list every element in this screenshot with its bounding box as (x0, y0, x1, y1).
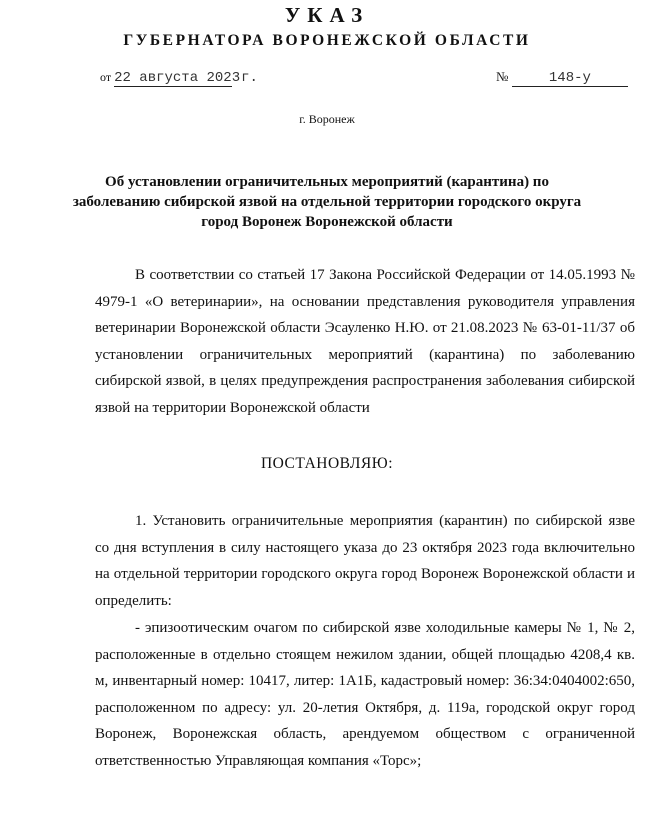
item-1-dash-1-paragraph: - эпизоотическим очагом по сибирской язве холодильные камеры № 1, № 2, расположенные в отдельно стоящем нежилом здании, общей площадью 4208,4 кв. м, инвентарный номер: 10417, литер: 1А1Б, кадастровый номер: 36:34:0404002:650, расположенном по адресу: ул. 20-летия Октября, д. 119а, городской округ город Воронеж, Воронежская область, арендуемом обществом с ограниченной ответственностью Управляющая компания «Торс»; (95, 620, 635, 769)
date-value: 22 августа 2023 (114, 70, 241, 86)
preamble-paragraph: В соответствии со статьей 17 Закона Российской Федерации от 14.05.1993 № 4979-1 «О ветеринарии», на основании представления руководителя управления ветеринарии Воронежской области Эсауленко Н.Ю. от 21.08.2023 № 63-01-11/37 об установлении ограничительных мероприятий (карантина) по заболеванию сибирской язвой, в целях предупреждения распространения заболевания сибирской язвой на территории Воронежской области (95, 267, 635, 416)
date-prefix: от (100, 70, 112, 84)
decree-word: ПОСТАНОВЛЯЮ: (260, 455, 394, 472)
item-1-paragraph: 1. Установить ограничительные мероприятия (карантин) по сибирской язве со дня вступления в силу настоящего указа до 23 октября 2023 года включительно на отдельной территории городского округа город Воронеж Воронежской области и определить: (95, 513, 635, 609)
number-line (496, 66, 628, 89)
document-title: УКАЗ (284, 3, 370, 27)
number-value: 148-у (512, 70, 628, 87)
date-suffix: г. (241, 70, 258, 86)
date-line (100, 66, 258, 89)
document-subtitle: ГУБЕРНАТОРА ВОРОНЕЖСКОЙ ОБЛАСТИ (123, 32, 531, 49)
decree-heading: Об установлении ограничительных мероприятий (карантина) по заболеванию сибирской язвой на отдельной территории городского округа город Воронеж Воронежской области (72, 174, 582, 230)
number-sign: № (496, 69, 509, 84)
city-label: г. Воронеж (299, 112, 355, 126)
